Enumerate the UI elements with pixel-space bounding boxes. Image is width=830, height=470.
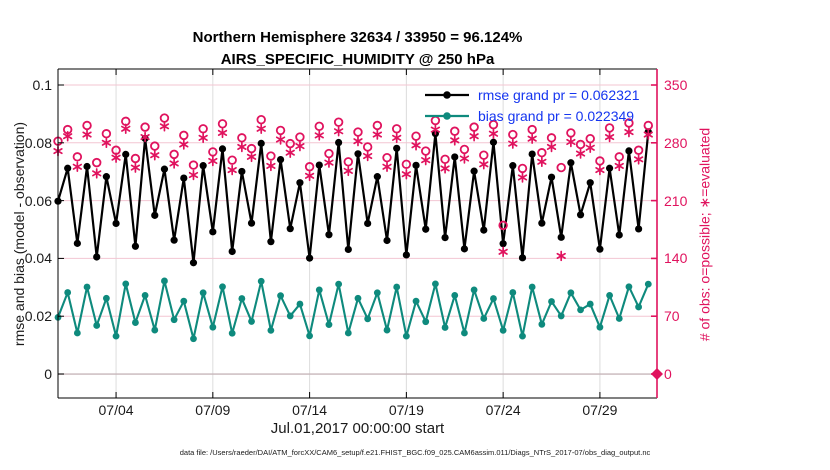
right-axis-label: # of obs: o=possible; ∗=evaluated [696,127,713,342]
x-tick-label: 07/24 [485,402,521,418]
chart-title [58,27,657,71]
rmse-series [54,128,651,266]
legend-label: rmse grand pr = 0.062321 [478,86,640,103]
legend-line-sample [424,89,470,101]
right-tick-label: 140 [664,250,688,267]
legend-label: bias grand pr = 0.022349 [478,107,635,124]
x-tick-label: 07/09 [195,402,231,418]
right-tick-label: 0 [664,366,672,382]
left-tick-label: 0.06 [24,192,52,209]
x-tick-label: 07/29 [582,402,618,418]
legend-entry-bias [424,105,640,126]
chart-title-line2: AIRS_SPECIFIC_HUMIDITY @ 250 hPa [220,51,495,68]
zero-reference-line [58,368,663,380]
plot-legend [424,84,640,126]
right-tick-label: 70 [664,308,680,325]
left-axis-label: rmse and bias (model - observation) [11,121,27,347]
left-tick-label: 0.1 [32,77,52,93]
legend-line-sample [424,110,470,122]
x-axis-label: Jul.01,2017 00:00:00 start [270,420,445,437]
bias-series [55,278,652,343]
left-tick-label: 0.08 [24,134,52,151]
x-tick-label: 07/19 [388,402,424,418]
chart-title-line1: Northern Hemisphere 32634 / 33950 = 96.124% [192,29,523,46]
right-tick-label: 350 [664,77,688,93]
x-tick-label: 07/14 [292,402,328,418]
x-tick-label: 07/04 [98,402,134,418]
right-tick-label: 280 [664,134,688,151]
left-tick-label: 0.04 [24,250,52,267]
left-tick-label: 0.02 [24,308,52,325]
legend-entry-rmse [424,84,640,105]
left-tick-label: 0 [44,366,52,382]
data-file-caption: data file: /Users/raeder/DAI/ATM_forcXX/CAM6_setup/f.e21.FHIST_BGC.f09_025.CAM6assim.011/Diags_NTrS_2017-07/obs_diag_output.nc [179,448,651,457]
right-tick-label: 210 [664,192,688,209]
